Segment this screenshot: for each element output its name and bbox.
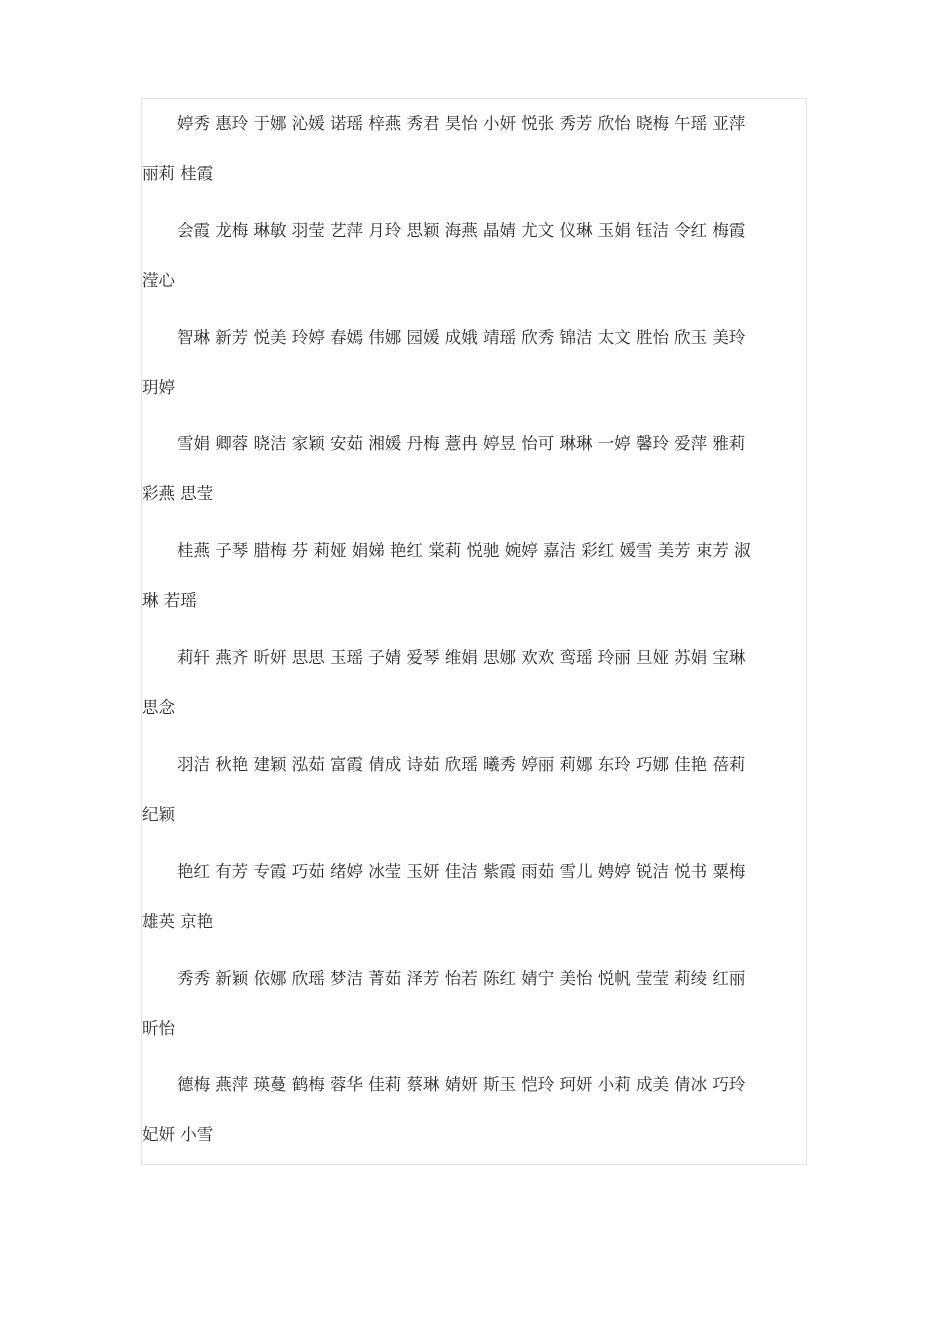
paragraph-line: 思念 xyxy=(142,698,175,717)
name-paragraph-3 xyxy=(142,313,808,413)
paragraph-line: 彩燕 思莹 xyxy=(142,484,214,503)
paragraph-line: 妃妍 小雪 xyxy=(142,1125,214,1144)
paragraph-line: 会霞 龙梅 琳敏 羽莹 艺萍 月玲 思颖 海燕 晶婧 尤文 仪琳 玉娟 钰洁 令红 梅霞 xyxy=(177,221,746,240)
name-paragraph-7 xyxy=(142,740,808,840)
name-paragraph-8 xyxy=(142,847,808,947)
paragraph-line: 智琳 新芳 悦美 玲婷 春嫣 伟娜 园媛 成娥 靖瑶 欣秀 锦洁 太文 胜怡 欣玉 美玲 xyxy=(177,328,746,347)
document-frame xyxy=(141,98,807,1165)
paragraph-line: 昕怡 xyxy=(142,1019,175,1038)
paragraph-line: 羽洁 秋艳 建颖 泓茹 富霞 倩成 诗茹 欣瑶 曦秀 婷丽 莉娜 东玲 巧娜 佳艳 蓓莉 xyxy=(177,755,746,774)
name-paragraph-6 xyxy=(142,633,808,733)
name-paragraph-9 xyxy=(142,954,808,1054)
name-paragraph-2 xyxy=(142,206,808,306)
name-paragraph-5 xyxy=(142,526,808,626)
name-paragraph-4 xyxy=(142,419,808,519)
paragraph-line: 秀秀 新颖 依娜 欣瑶 梦洁 菁茹 泽芳 怡若 陈红 婧宁 美怡 悦帆 莹莹 莉绫 红丽 xyxy=(177,969,746,988)
paragraph-line: 纪颖 xyxy=(142,805,175,824)
paragraph-line: 桂燕 子琴 腊梅 芬 莉娅 娟娣 艳红 棠莉 悦驰 婉婷 嘉洁 彩红 媛雪 美芳 束芳 淑 xyxy=(177,541,751,560)
paragraph-line: 雄英 京艳 xyxy=(142,912,214,931)
paragraph-line: 婷秀 惠玲 于娜 沁媛 诺瑶 梓燕 秀君 昊怡 小妍 悦张 秀芳 欣怡 晓梅 午瑶 亚萍 xyxy=(177,114,746,133)
paragraph-line: 德梅 燕萍 瑛蔓 鹤梅 蓉华 佳莉 蔡琳 婧妍 斯玉 恺玲 珂妍 小莉 成美 倩冰 巧玲 xyxy=(177,1075,746,1094)
paragraph-line: 滢心 xyxy=(142,271,175,290)
paragraph-line: 雪娟 卿蓉 晓洁 家颖 安茹 湘媛 丹梅 薏冉 婷昱 怡可 琳琳 一婷 馨玲 爱萍 雅莉 xyxy=(177,434,746,453)
name-paragraph-1 xyxy=(142,99,808,199)
paragraph-line: 琳 若瑶 xyxy=(142,591,197,610)
paragraph-line: 玥婷 xyxy=(142,378,175,397)
paragraph-line: 丽莉 桂霞 xyxy=(142,164,214,183)
name-paragraph-10 xyxy=(142,1060,808,1160)
paragraph-line: 莉轩 燕齐 昕妍 思思 玉瑶 子婧 爱琴 维娟 思娜 欢欢 鸾瑶 玲丽 旦娅 苏娟 宝琳 xyxy=(177,648,746,667)
paragraph-line: 艳红 有芳 专霞 巧茹 绪婷 冰莹 玉妍 佳洁 紫霞 雨茹 雪儿 娉婷 锐洁 悦书 粟梅 xyxy=(177,862,746,881)
